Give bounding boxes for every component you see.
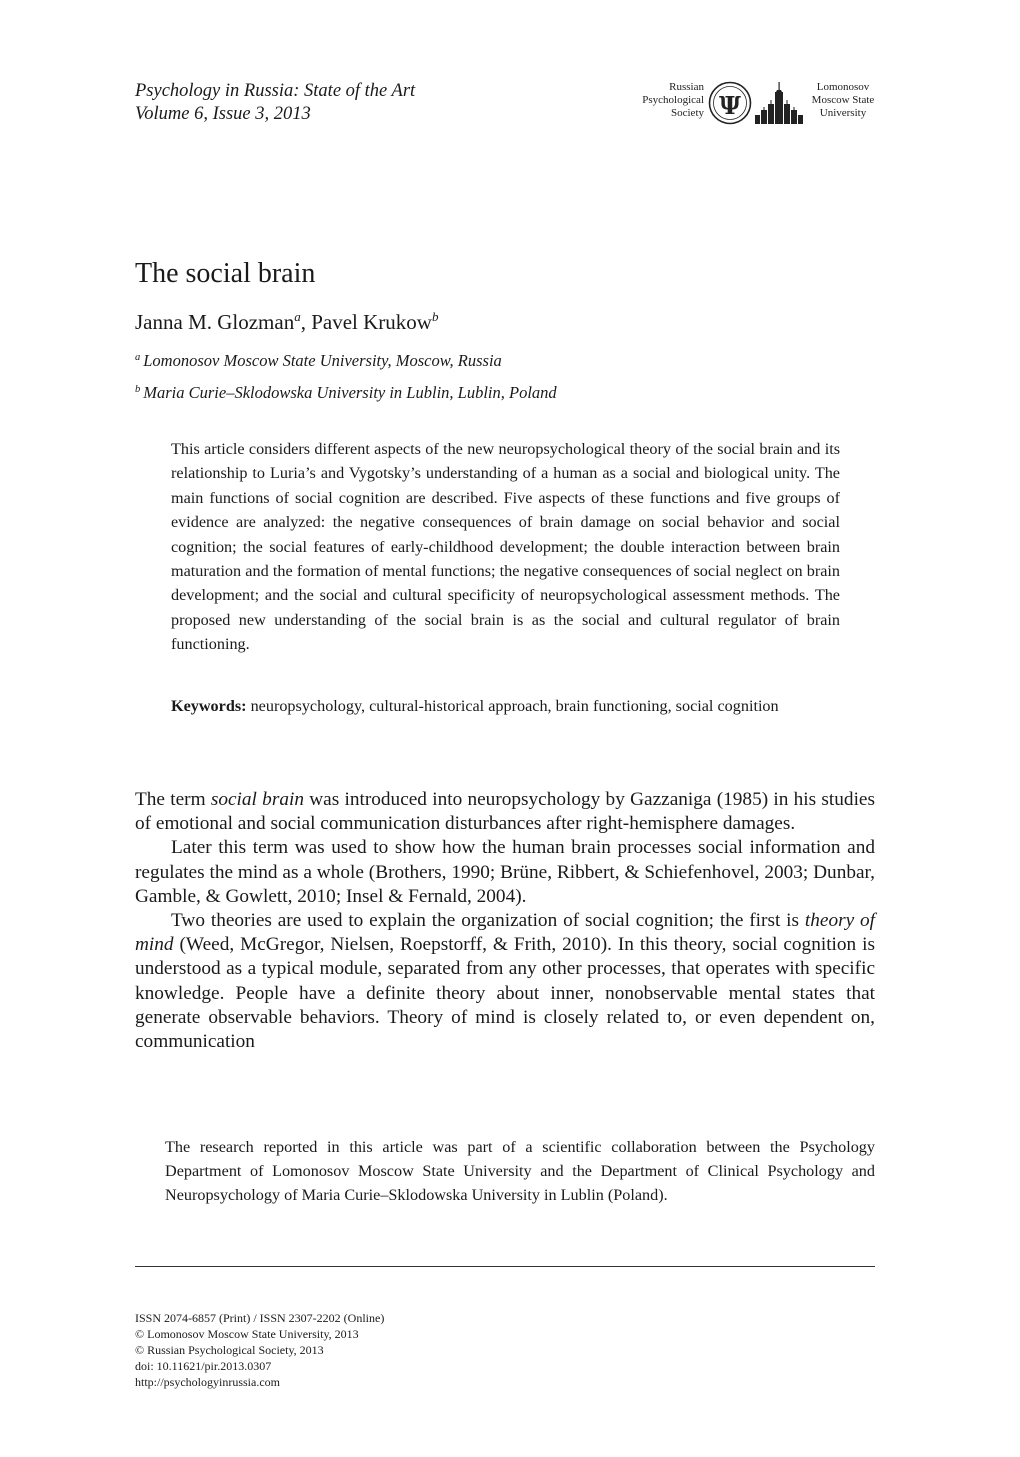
journal-title: Psychology in Russia: State of the Art (135, 81, 416, 101)
keywords-label: Keywords: (171, 697, 247, 715)
doi: doi: 10.11621/pir.2013.0307 (135, 1359, 272, 1373)
article-title: The social brain (135, 258, 316, 289)
author-separator: , (300, 310, 312, 334)
keywords-list: neuropsychology, cultural-historical approach, brain functioning, social cognition (250, 697, 779, 715)
paragraph-2: Later this term was used to show how the human brain processes social information and regulates the mind as a whole (Brothers, 1990; Brüne, Ribbert, & Schiefenhovel, 2003; Dunbar, Gamble, & Gowlett, 2010; Insel & Fernald, 2004). (135, 837, 875, 907)
journal-url[interactable]: http://psychologyinrussia.com (135, 1375, 280, 1389)
affiliation-b: $^b$ Maria Curie–Sklodowska University in Lublin, Lublin, Poland (135, 383, 557, 402)
publication-info (135, 1310, 384, 1390)
body-text (135, 788, 875, 1054)
psi-seal-icon (708, 80, 752, 126)
affiliation-mark: b (431, 309, 439, 324)
copyright-msu: © Lomonosov Moscow State University, 2013 (135, 1327, 359, 1341)
paragraph-1: The term social brain was introduced into neuropsychology by Gazzaniga (1985) in his studies of emotional and social communication disturbances after right-hemisphere damages. (135, 789, 875, 835)
footer-divider (135, 1266, 875, 1267)
rps-logo-text: Russian Psychological Society (642, 81, 704, 119)
author-list (135, 309, 438, 335)
affiliation-mark: a (294, 309, 301, 324)
paragraph-3: Two theories are used to explain the organization of social cognition; the first is theory of mind (Weed, McGregor, Nielsen, Roepstorff, & Frith, 2010). In this theory, social cognition is understood as a typical module, separated from any other processes, that operates with specific knowledge. People have a definite theory about inner, nonobservable mental states that generate observable behaviors. Theory of mind is closely related to, or even dependent on, communication (135, 910, 875, 1053)
svg-text:Ψ: Ψ (719, 91, 741, 120)
abstract-text: This article considers different aspects of the new neuropsychological theory of the social brain and its relationship to Luria’s and Vygotsky’s understanding of a human as a social and biological unity. The main functions of social cognition are described. Five aspects of these functions and five groups of evidence are analyzed: the negative consequences of brain damage on social behavior and social cognition; the social features of early-childhood development; the double interaction between brain maturation and the formation of mental functions; the negative consequences of social neglect on brain development; and the social and cultural specificity of neuropsychological assessment methods. The proposed new understanding of the social brain is as the social and cultural regulator of brain functioning. (171, 440, 840, 654)
author-name: Janna M. Glozman (135, 310, 295, 334)
keywords (171, 694, 840, 718)
msu-building-icon (754, 82, 806, 124)
funding-footnote: The research reported in this article was part of a scientific collaboration between the Psychology Department of Lomonosov Moscow State University and the Department of Clinical Psychology and Neuropsychology of Maria Curie–Sklodowska University in Lublin (Poland). (165, 1138, 875, 1204)
author-name: Pavel Krukow (311, 310, 432, 334)
affiliation-a: $^a$ Lomonosov Moscow State University, Moscow, Russia (135, 351, 502, 370)
journal-header (135, 80, 415, 126)
journal-volume: Volume 6, Issue 3, 2013 (135, 104, 311, 124)
publisher-logos (628, 78, 878, 128)
issn: ISSN 2074-6857 (Print) / ISSN 2307-2202 (Online) (135, 1311, 385, 1325)
msu-logo-text: Lomonosov Moscow State University (811, 81, 875, 119)
copyright-rps: © Russian Psychological Society, 2013 (135, 1343, 324, 1357)
